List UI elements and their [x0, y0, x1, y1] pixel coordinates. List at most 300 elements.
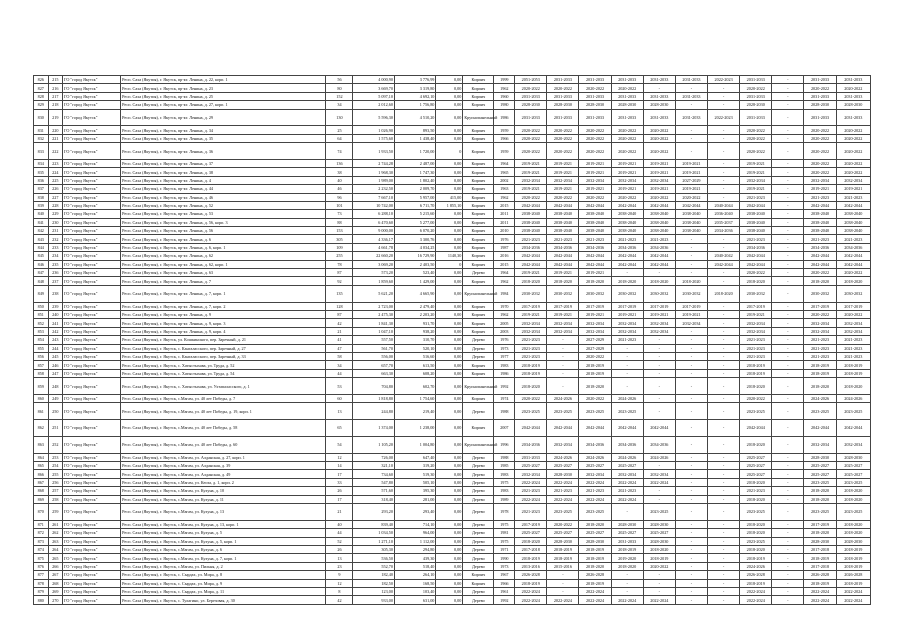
cell-k: 230 — [48, 218, 63, 226]
cell-k: 256 — [48, 478, 63, 486]
cell-p6: 2038-2040 — [675, 210, 707, 218]
cell-p3: 2018-2019 — [579, 361, 611, 369]
cell-p7: - — [708, 587, 740, 595]
cell-n: 827 — [34, 84, 49, 92]
cell-wall: Крупнопанельный — [463, 109, 494, 126]
cell-p5: 2018-2020 — [643, 277, 675, 285]
cell-apt: 13 — [326, 554, 353, 562]
cell-p3: 2042-2044 — [579, 201, 611, 209]
cell-addr: Респ. Саха (Якутия), г. Якутск, с. Сырдах, ул. Мира, д. 11 — [121, 587, 326, 595]
cell-p9: - — [772, 537, 804, 545]
cell-p4: 2024-2026 — [611, 453, 643, 461]
cell-p9: - — [772, 168, 804, 176]
cell-a1: 933,00 — [353, 596, 394, 604]
cell-p11: 2023-2025 — [836, 478, 870, 486]
cell-a2: 1 438,40 — [394, 134, 435, 142]
cell-a3: 0,00 — [436, 369, 463, 377]
cell-apt: 44 — [326, 529, 353, 537]
cell-p5: - — [643, 571, 675, 579]
cell-a3: 0,00 — [436, 218, 463, 226]
cell-p1: 2051-2053 — [515, 76, 547, 84]
table-row — [34, 92, 871, 100]
cell-org: ГО "город Якутск" — [63, 218, 121, 226]
cell-p4: 2020-2022 — [611, 143, 643, 160]
cell-yr: 1992 — [494, 378, 515, 395]
cell-yr: 1976 — [494, 235, 515, 243]
cell-p11: 2034-2036 — [836, 243, 870, 251]
cell-p4: - — [611, 369, 643, 377]
cell-a2: 520,10 — [394, 344, 435, 352]
cell-p3: 2019-2021 — [579, 168, 611, 176]
cell-n: 850 — [34, 302, 49, 310]
cell-p6: 2031-2033 — [675, 109, 707, 126]
cell-wall: Кирпич — [463, 76, 494, 84]
cell-p7: - — [708, 470, 740, 478]
cell-p2: - — [547, 571, 579, 579]
cell-p9: - — [772, 394, 804, 402]
cell-p11: 2020-2022 — [836, 159, 870, 167]
cell-a1: 2 744,28 — [353, 159, 394, 167]
cell-p10: 2032-2034 — [804, 176, 836, 184]
cell-a1: 182,40 — [353, 571, 394, 579]
cell-p10: 2023-2025 — [804, 478, 836, 486]
cell-p8: 2026-2028 — [740, 571, 772, 579]
cell-k: 243 — [48, 336, 63, 344]
cell-yr: 1989 — [494, 495, 515, 503]
cell-p5: 2025-2027 — [643, 529, 675, 537]
cell-p7: - — [708, 571, 740, 579]
cell-a2: 2 487,00 — [394, 159, 435, 167]
cell-addr: Респ. Саха (Якутия), г. Якутск, с.Магам, ул. Кухуна, д. 13, корп. 1 — [121, 520, 326, 528]
cell-p6: - — [675, 462, 707, 470]
cell-p3: 2022-2024 — [579, 478, 611, 486]
cell-n: 860 — [34, 394, 49, 402]
cell-a1: 1 047,10 — [353, 327, 394, 335]
cell-apt: 87 — [326, 269, 353, 277]
cell-p1: 2018-2019 — [515, 554, 547, 562]
cell-p11: 2020-2022 — [836, 126, 870, 134]
cell-a2: 395,30 — [394, 487, 435, 495]
cell-org: ГО "город Якутск" — [63, 84, 121, 92]
cell-p10: 2018-2020 — [804, 378, 836, 395]
cell-p1: 2019-2021 — [515, 269, 547, 277]
cell-org: ГО "город Якутск" — [63, 319, 121, 327]
cell-p6: - — [675, 478, 707, 486]
cell-wall: Дерево — [463, 336, 494, 344]
cell-p3: 2020-2022 — [579, 84, 611, 92]
cell-addr: Респ. Саха (Якутия), г. Якутск, с.Магам, ул. Пильня, д. 2 — [121, 562, 326, 570]
cell-p2: 2019-2021 — [547, 269, 579, 277]
cell-p3: 2031-2033 — [579, 92, 611, 100]
cell-p9: - — [772, 269, 804, 277]
table-row — [34, 453, 871, 461]
table-row — [34, 504, 871, 521]
cell-a1: 552,70 — [353, 562, 394, 570]
cell-addr: Респ. Саха (Якутия), г. Якутск, с. Сырдах, ул. Мира, д. 8 — [121, 571, 326, 579]
cell-a2: 1 747,30 — [394, 168, 435, 176]
cell-p10: 2034-2036 — [804, 243, 836, 251]
cell-org: ГО "город Якутск" — [63, 344, 121, 352]
cell-p11: 2020-2022 — [836, 168, 870, 176]
cell-apt: 38 — [326, 168, 353, 176]
cell-p10: 2028-2030 — [804, 101, 836, 109]
cell-a3: 0,00 — [436, 579, 463, 587]
cell-p3: 2018-2019 — [579, 579, 611, 587]
cell-k: 225 — [48, 176, 63, 184]
cell-yr: 2003 — [494, 327, 515, 335]
cell-p1: 2013-2016 — [515, 562, 547, 570]
cell-a2: 516,60 — [394, 352, 435, 360]
cell-a1: 9 000,00 — [353, 227, 394, 235]
cell-p11: 2020-2022 — [836, 134, 870, 142]
cell-a1: 573,20 — [353, 269, 394, 277]
cell-yr: 1962 — [494, 277, 515, 285]
cell-p9: - — [772, 436, 804, 453]
cell-p9: - — [772, 369, 804, 377]
cell-yr: 2007 — [494, 420, 515, 437]
cell-addr: Респ. Саха (Якутия), г. Якутск, с.Магам, ул. Кухуна, д. 5, корп. 1 — [121, 537, 326, 545]
cell-addr: Респ. Саха (Якутия), г. Якутск, пр-кт. Ленина, д. 7, корп. 2 — [121, 302, 326, 310]
cell-p7: - — [708, 361, 740, 369]
cell-a3: 0,00 — [436, 554, 463, 562]
cell-a1: 1 841,30 — [353, 319, 394, 327]
cell-wall: Кирпич — [463, 176, 494, 184]
cell-apt: 88 — [326, 218, 353, 226]
cell-p11: 2017-2019 — [836, 302, 870, 310]
cell-p2: 2032-2034 — [547, 319, 579, 327]
cell-addr: Респ. Саха (Якутия), г. Якутск, пр-кт. Ленина, д. 34 — [121, 126, 326, 134]
cell-a2: 6 070,20 — [394, 227, 435, 235]
cell-p9: - — [772, 470, 804, 478]
cell-p5: - — [643, 336, 675, 344]
cell-p3: 2020-2022 — [579, 394, 611, 402]
cell-p10: 2021-2023 — [804, 352, 836, 360]
table-row — [34, 243, 871, 251]
cell-k: 245 — [48, 352, 63, 360]
cell-p10: 2031-2033 — [804, 109, 836, 126]
cell-p1: 2025-2027 — [515, 529, 547, 537]
cell-p6: - — [675, 537, 707, 545]
cell-k: 224 — [48, 168, 63, 176]
cell-n: 831 — [34, 126, 49, 134]
cell-yr: 1960 — [494, 92, 515, 100]
cell-p8: 2031-2033 — [740, 92, 772, 100]
cell-wall: Крупнопанельный — [463, 378, 494, 395]
cell-p5: - — [643, 394, 675, 402]
cell-yr: 1988 — [494, 453, 515, 461]
cell-k: 234 — [48, 252, 63, 260]
cell-addr: Респ. Саха (Якутия), г. Якутск, с.Магам, ул. 40 лет Победы, д. 58 — [121, 420, 326, 437]
cell-p6: - — [675, 394, 707, 402]
cell-k: 249 — [48, 394, 63, 402]
cell-k: 236 — [48, 269, 63, 277]
cell-p7: - — [708, 84, 740, 92]
table-row — [34, 201, 871, 209]
cell-org: ГО "город Якутск" — [63, 285, 121, 302]
cell-p6: - — [675, 529, 707, 537]
cell-p6: - — [675, 344, 707, 352]
cell-p4: 2030-2032 — [611, 285, 643, 302]
cell-p10: 2017-2019 — [804, 302, 836, 310]
cell-p10: 2021-2023 — [804, 344, 836, 352]
cell-p5: 2022-2024 — [643, 596, 675, 604]
cell-apt: 74 — [326, 143, 353, 160]
cell-a1: 5 596,30 — [353, 109, 394, 126]
cell-yr: 1983 — [494, 487, 515, 495]
cell-a2: 5 215,60 — [394, 210, 435, 218]
cell-apt: 40 — [326, 520, 353, 528]
cell-apt: 41 — [326, 336, 353, 344]
cell-p4: - — [611, 269, 643, 277]
cell-p1: 2030-2032 — [515, 285, 547, 302]
cell-p5: - — [643, 84, 675, 92]
cell-p9: - — [772, 587, 804, 595]
cell-a1: 321,10 — [353, 462, 394, 470]
cell-p9: - — [772, 579, 804, 587]
cell-p2: 2019-2021 — [547, 168, 579, 176]
cell-p3: 2022-2024 — [579, 596, 611, 604]
cell-a1: 536,50 — [353, 554, 394, 562]
cell-addr: Респ. Саха (Якутия), г. Якутск, пр-кт. Ленина, д. 62 — [121, 252, 326, 260]
cell-yr: 1965 — [494, 168, 515, 176]
cell-p7: - — [708, 185, 740, 193]
cell-a2: 219,40 — [394, 403, 435, 420]
cell-p2: 2030-2032 — [547, 285, 579, 302]
cell-k: 246 — [48, 361, 63, 369]
cell-p1: 2021-2023 — [515, 344, 547, 352]
cell-p1: 2026-2028 — [515, 571, 547, 579]
cell-apt: 52 — [326, 537, 353, 545]
cell-a2: 4 665,90 — [394, 285, 435, 302]
cell-a3: 0,00 — [436, 571, 463, 579]
cell-yr: 1966 — [494, 134, 515, 142]
cell-apt: 153 — [326, 227, 353, 235]
cell-p2: - — [547, 587, 579, 595]
cell-p10: 2020-2022 — [804, 310, 836, 318]
cell-p2: 2031-2033 — [547, 92, 579, 100]
cell-p6: 2018-2020 — [675, 277, 707, 285]
cell-p10: 2018-2019 — [804, 579, 836, 587]
cell-a3: 0,00 — [436, 319, 463, 327]
cell-p4: - — [611, 352, 643, 360]
cell-p10: 2018-2019 — [804, 361, 836, 369]
document-sheet — [33, 75, 871, 605]
cell-p4: - — [611, 504, 643, 521]
cell-a2: 6 711,70 — [394, 201, 435, 209]
cell-p8: 2020-2022 — [740, 134, 772, 142]
cell-p1: 2025-2027 — [515, 462, 547, 470]
cell-p5: - — [643, 495, 675, 503]
cell-wall: Кирпич — [463, 185, 494, 193]
cell-k: 257 — [48, 487, 63, 495]
cell-p8: 2019-2021 — [740, 310, 772, 318]
cell-a2: 1 756,80 — [394, 101, 435, 109]
cell-p4: - — [611, 361, 643, 369]
cell-p11: 2018-2020 — [836, 529, 870, 537]
cell-p11: 2018-2019 — [836, 361, 870, 369]
cell-yr: 1977 — [494, 352, 515, 360]
cell-p2: 2022-2024 — [547, 596, 579, 604]
cell-a2: 647,40 — [394, 453, 435, 461]
table-row — [34, 143, 871, 160]
cell-p10: 2031-2033 — [804, 92, 836, 100]
table-row — [34, 403, 871, 420]
cell-a1: 305,30 — [353, 546, 394, 554]
cell-p6: - — [675, 361, 707, 369]
cell-n: 877 — [34, 571, 49, 579]
cell-p9: - — [772, 243, 804, 251]
cell-p9: - — [772, 420, 804, 437]
cell-p6: 2020-2022 — [675, 193, 707, 201]
table-row — [34, 176, 871, 184]
cell-p7: - — [708, 504, 740, 521]
cell-p5: - — [643, 378, 675, 395]
cell-p3: 2031-2033 — [579, 109, 611, 126]
cell-p5: 2038-2040 — [643, 210, 675, 218]
cell-a2: 293,40 — [394, 504, 435, 521]
cell-addr: Респ. Саха (Якутия), г. Якутск, пр-кт. Ленина, д. 9, корп. 3 — [121, 319, 326, 327]
cell-a1: 1 818,80 — [353, 394, 394, 402]
cell-k: 265 — [48, 554, 63, 562]
cell-org: ГО "город Якутск" — [63, 546, 121, 554]
cell-p1: 2020-2022 — [515, 84, 547, 92]
cell-p2: 2019-2021 — [547, 310, 579, 318]
cell-a1: 1 271,10 — [353, 537, 394, 545]
cell-p10: 2020-2022 — [804, 134, 836, 142]
cell-p2: 2032-2034 — [547, 327, 579, 335]
cell-p6: - — [675, 101, 707, 109]
cell-a3: 0,00 — [436, 504, 463, 521]
cell-p1: 2031-2033 — [515, 92, 547, 100]
cell-p3: 2018-2019 — [579, 369, 611, 377]
cell-n: 876 — [34, 562, 49, 570]
cell-p9: - — [772, 352, 804, 360]
cell-p1: 2021-2023 — [515, 504, 547, 521]
cell-yr: 1981 — [494, 529, 515, 537]
cell-wall: Кирпич — [463, 319, 494, 327]
cell-k: 262 — [48, 529, 63, 537]
cell-p4: 2034-2036 — [611, 243, 643, 251]
cell-p10: 2024-2026 — [804, 394, 836, 402]
cell-yr: 1999 — [494, 76, 515, 84]
cell-p3: 2038-2040 — [579, 210, 611, 218]
cell-n: 837 — [34, 185, 49, 193]
cell-p7: - — [708, 344, 740, 352]
cell-a3: 0,00 — [436, 596, 463, 604]
cell-yr: 1967 — [494, 571, 515, 579]
cell-p8: 2022-2024 — [740, 596, 772, 604]
cell-p4: 2020-2022 — [611, 134, 643, 142]
cell-p11: 2018-2020 — [836, 378, 870, 395]
cell-a1: 293,20 — [353, 504, 394, 521]
cell-p1: 2021-2023 — [515, 235, 547, 243]
cell-org: ГО "город Якутск" — [63, 420, 121, 437]
cell-p1: 2019-2021 — [515, 168, 547, 176]
cell-org: ГО "город Якутск" — [63, 403, 121, 420]
cell-k: 244 — [48, 344, 63, 352]
cell-apt: 25 — [326, 126, 353, 134]
cell-p2: 2038-2040 — [547, 218, 579, 226]
cell-p6: - — [675, 352, 707, 360]
cell-apt: 64 — [326, 134, 353, 142]
cell-p10: 2023-2025 — [804, 504, 836, 521]
cell-p9: - — [772, 218, 804, 226]
housing-program-table — [33, 75, 871, 605]
cell-apt: 21 — [326, 504, 353, 521]
cell-k: 240 — [48, 310, 63, 318]
cell-p6: - — [675, 520, 707, 528]
cell-wall: Дерево — [463, 487, 494, 495]
cell-p11: 2038-2040 — [836, 227, 870, 235]
cell-a3: 0,00 — [436, 109, 463, 126]
cell-p2: 2034-2036 — [547, 243, 579, 251]
cell-a1: 5 621,20 — [353, 285, 394, 302]
cell-p8: 2042-2044 — [740, 201, 772, 209]
cell-k: 269 — [48, 587, 63, 595]
cell-p5: 2017-2019 — [643, 302, 675, 310]
cell-p2: 2020-2022 — [547, 520, 579, 528]
cell-p4: - — [611, 344, 643, 352]
cell-p4: 2019-2021 — [611, 168, 643, 176]
cell-p8: 2042-2044 — [740, 420, 772, 437]
cell-a3: 0,00 — [436, 92, 463, 100]
cell-p2: 2042-2044 — [547, 252, 579, 260]
cell-p11: 2021-2023 — [836, 235, 870, 243]
cell-n: 858 — [34, 369, 49, 377]
cell-yr: 1992 — [494, 596, 515, 604]
cell-p2: 2022-2024 — [547, 495, 579, 503]
cell-a2: 505,10 — [394, 478, 435, 486]
cell-a2: 1 112,00 — [394, 537, 435, 545]
cell-apt: 21 — [326, 327, 353, 335]
cell-org: ГО "город Якутск" — [63, 378, 121, 395]
cell-p7: - — [708, 520, 740, 528]
cell-p9: - — [772, 344, 804, 352]
cell-a1: 1 034,50 — [353, 529, 394, 537]
cell-p8: 2018-2020 — [740, 436, 772, 453]
cell-p9: - — [772, 227, 804, 235]
cell-org: ГО "город Якутск" — [63, 109, 121, 126]
cell-p2: 2020-2022 — [547, 134, 579, 142]
cell-apt: 40 — [326, 176, 353, 184]
cell-p2: 2019-2021 — [547, 159, 579, 167]
cell-p2: 2023-2025 — [547, 403, 579, 420]
cell-org: ГО "город Якутск" — [63, 571, 121, 579]
cell-addr: Респ. Саха (Якутия), г. Якутск, пр-кт. Ленина, д. 4 — [121, 176, 326, 184]
cell-p3: 2027-2029 — [579, 336, 611, 344]
cell-a2: 518,40 — [394, 562, 435, 570]
cell-a3: 0,00 — [436, 168, 463, 176]
cell-p10: 2031-2033 — [804, 76, 836, 84]
cell-yr: 1983 — [494, 361, 515, 369]
cell-p1: 2017-2019 — [515, 520, 547, 528]
cell-p2: 2032-2034 — [547, 176, 579, 184]
cell-apt: 255 — [326, 252, 353, 260]
table-row — [34, 285, 871, 302]
cell-p10: 2025-2027 — [804, 462, 836, 470]
cell-addr: Респ. Саха (Якутия), г. Якутск, пр-кт. Ленина, д. 37 — [121, 159, 326, 167]
cell-p11: 2038-2040 — [836, 218, 870, 226]
cell-p2: 2015-2016 — [547, 562, 579, 570]
table-row — [34, 361, 871, 369]
cell-p8: 2022-2024 — [740, 587, 772, 595]
cell-yr: 1959 — [494, 143, 515, 160]
cell-org: ГО "город Якутск" — [63, 369, 121, 377]
cell-p1: 2042-2044 — [515, 201, 547, 209]
cell-apt: 14 — [326, 462, 353, 470]
cell-yr: 1975 — [494, 478, 515, 486]
cell-p6: - — [675, 420, 707, 437]
